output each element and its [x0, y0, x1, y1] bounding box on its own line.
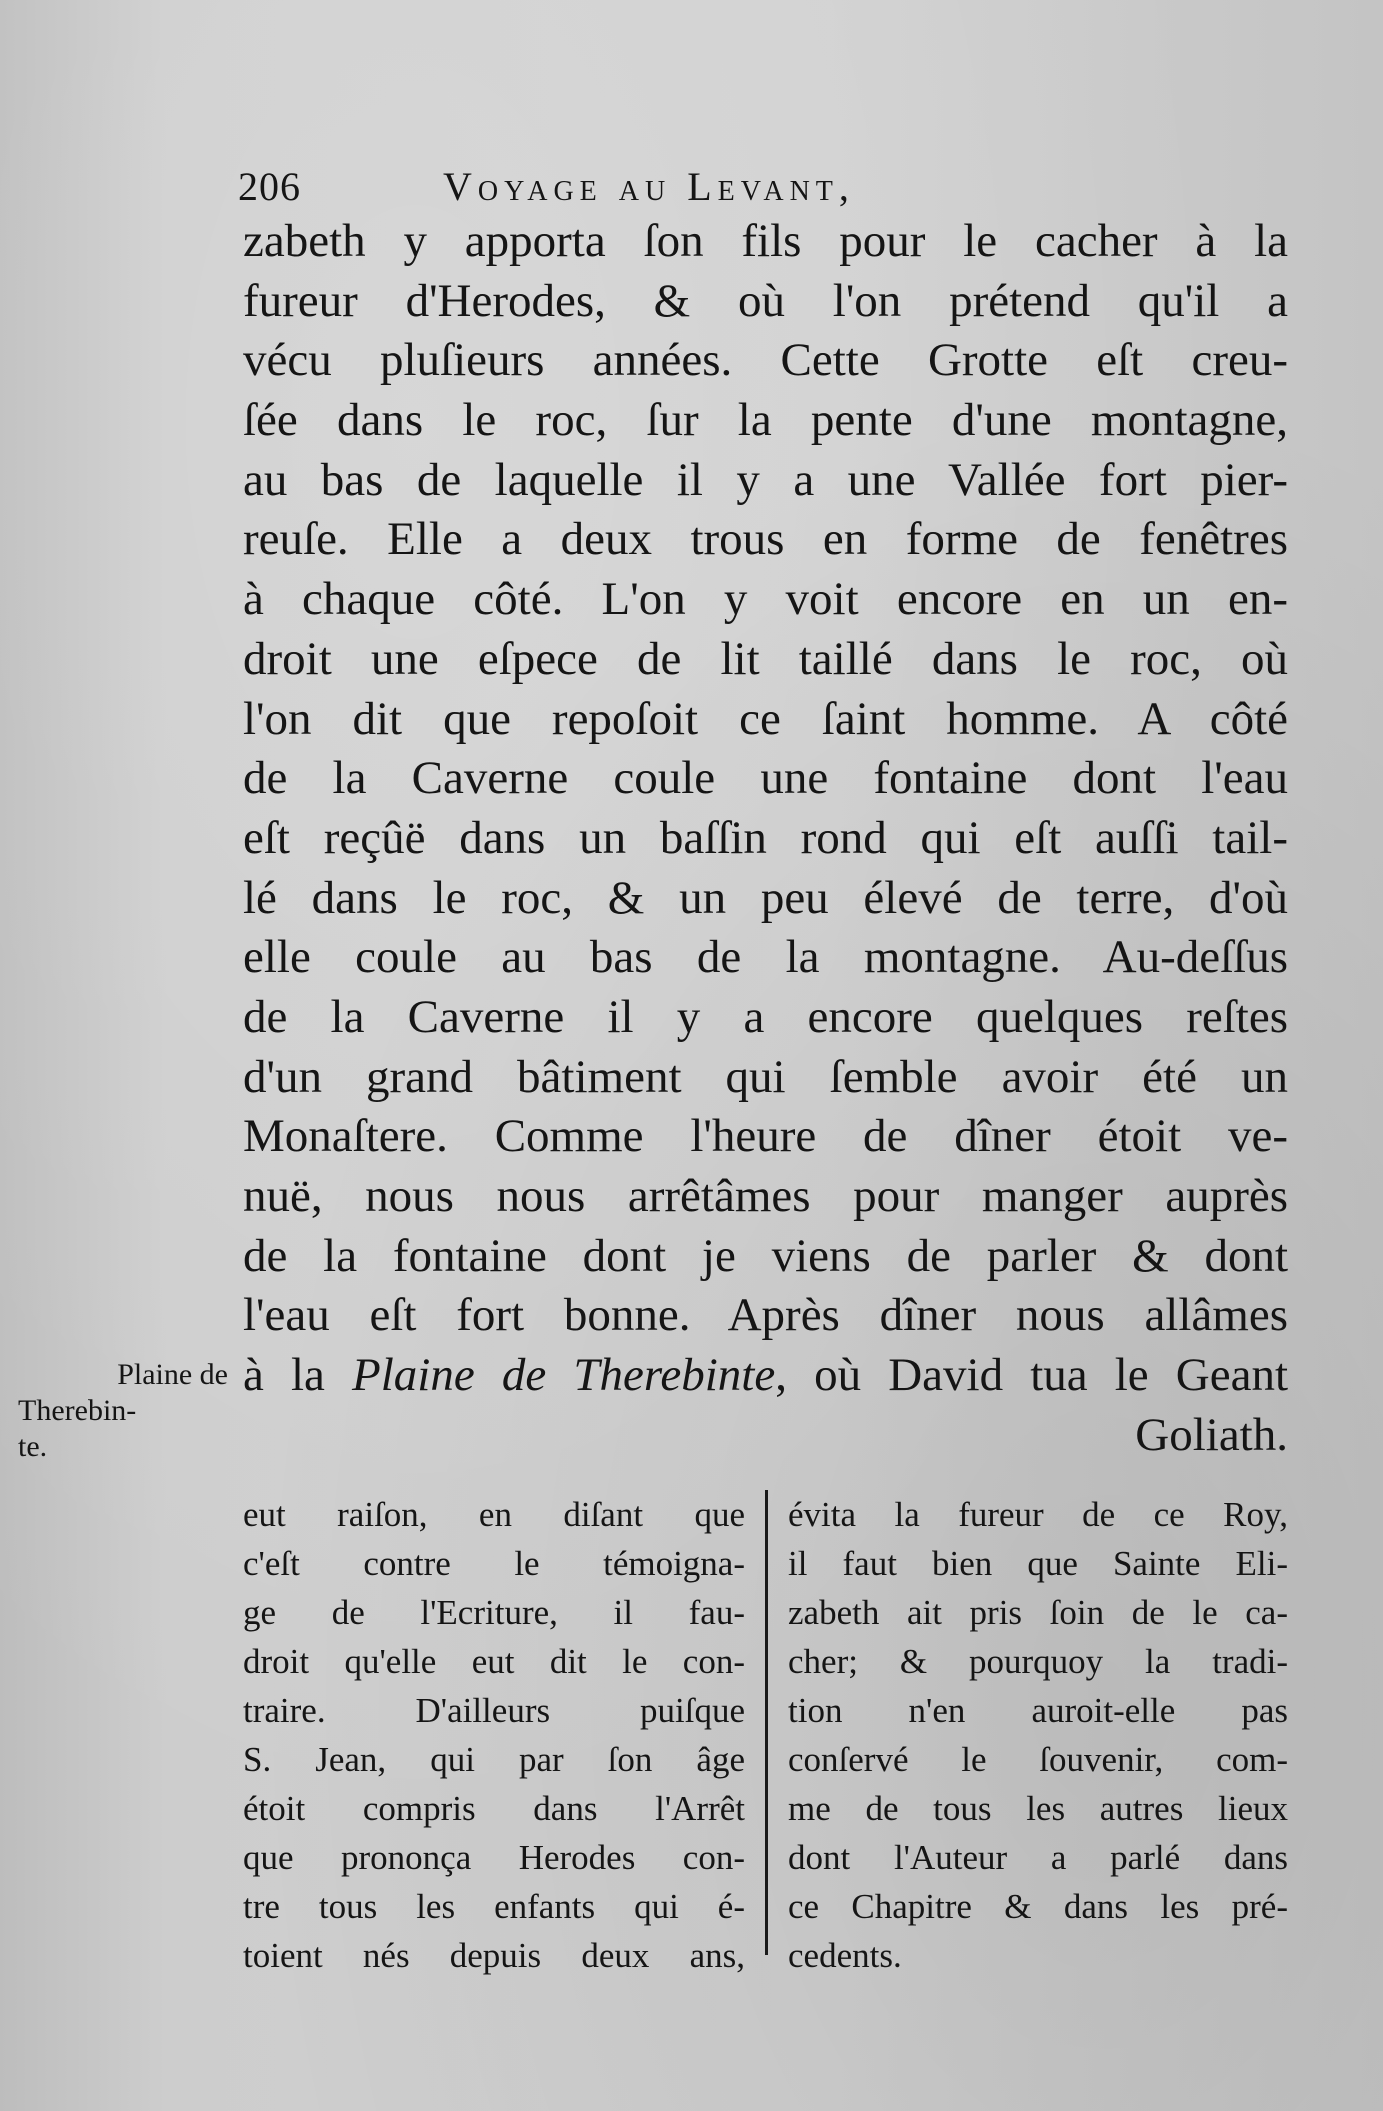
text-line: Monaſtere. Comme l'heure de dîner étoit ve- [243, 1110, 1288, 1163]
footnote-line: étoit compris dans l'Arrêt [243, 1789, 745, 1828]
footnote-line: que prononça Herodes con- [243, 1838, 745, 1877]
footnote-column-right [788, 1490, 1288, 1980]
margin-note-line: Therebin- [18, 1394, 137, 1427]
footnote-line: ge de l'Ecriture, il fau- [243, 1593, 745, 1632]
text-line: l'on dit que repoſoit ce ſaint homme. A côté [243, 692, 1288, 745]
footnotes [243, 1490, 1293, 1975]
footnote-line: eut raiſon, en diſant que [243, 1495, 745, 1534]
margin-note [18, 1357, 228, 1465]
footnote-line: cher; & pourquoy la tradi- [788, 1642, 1288, 1681]
footnote-line: cedents. [788, 1936, 902, 1975]
text-line: eſt reçûë dans un baſſin rond qui eſt auſſi tail- [243, 811, 1288, 864]
footnote-line: me de tous les autres lieux [788, 1789, 1288, 1828]
text-line: vécu pluſieurs années. Cette Grotte eſt creu- [243, 334, 1288, 387]
text-segment: à la [243, 1349, 353, 1402]
footnote-line: tre tous les enfants qui é- [243, 1887, 745, 1926]
footnote-column-left [243, 1490, 745, 1980]
column-divider [765, 1490, 768, 1955]
text-line: de la fontaine dont je viens de parler & dont [243, 1229, 1288, 1282]
text-line: ſée dans le roc, ſur la pente d'une montagne, [243, 394, 1288, 447]
footnote-line: évita la fureur de ce Roy, [788, 1495, 1288, 1534]
text-segment: , où David tua le Geant [775, 1349, 1289, 1402]
footnote-line: traire. D'ailleurs puiſque [243, 1691, 745, 1730]
running-head [238, 163, 1288, 211]
running-title: Voyage au Levant, [443, 164, 855, 209]
text-line: elle coule au bas de la montagne. Au-deſſus [243, 931, 1288, 984]
footnote-line: ce Chapitre & dans les pré- [788, 1887, 1288, 1926]
margin-note-line: te. [18, 1430, 48, 1463]
text-line: d'un grand bâtiment qui ſemble avoir été un [243, 1050, 1288, 1103]
footnote-line: S. Jean, qui par ſon âge [243, 1740, 745, 1779]
footnote-line: zabeth ait pris ſoin de le ca- [788, 1593, 1288, 1632]
text-line: reuſe. Elle a deux trous en forme de fenêtres [243, 513, 1288, 566]
footnote-line: il faut bien que Sainte Eli- [788, 1544, 1288, 1583]
text-line: de la Caverne il y a encore quelques reſtes [243, 990, 1288, 1043]
text-line: l'eau eſt fort bonne. Après dîner nous allâmes [243, 1289, 1288, 1342]
text-line: nuë, nous nous arrêtâmes pour manger auprès [243, 1170, 1288, 1222]
text-line: au bas de laquelle il y a une Vallée fort pier- [243, 453, 1288, 506]
footnote-line: toient nés depuis deux ans, [243, 1936, 745, 1975]
text-line: droit une eſpece de lit taillé dans le roc, où [243, 632, 1288, 685]
footnote-line: conſervé le ſouvenir, com- [788, 1740, 1288, 1779]
main-text [243, 212, 1288, 1465]
footnote-line: tion n'en auroit-elle pas [788, 1691, 1288, 1730]
text-line: zabeth y apporta ſon fils pour le cacher à la [243, 215, 1288, 267]
footnote-line: droit qu'elle eut dit le con- [243, 1642, 745, 1681]
text-line: lé dans le roc, & un peu élevé de terre, d'où [243, 871, 1288, 924]
text-line: à chaque côté. L'on y voit encore en un en- [243, 573, 1288, 626]
place-name-italic: Plaine de Therebinte [352, 1349, 776, 1402]
margin-note-line: Plaine de [117, 1358, 228, 1391]
page-number: 206 [238, 164, 301, 209]
text-line: fureur d'Herodes, & où l'on prétend qu'il a [243, 274, 1288, 327]
footnote-line: c'eſt contre le témoigna- [243, 1544, 745, 1583]
text-line-last: Goliath. [1135, 1408, 1288, 1461]
footnote-line: dont l'Auteur a parlé dans [788, 1838, 1288, 1877]
text-line-plaine [243, 1346, 1288, 1406]
text-line: de la Caverne coule une fontaine dont l'eau [243, 752, 1288, 805]
